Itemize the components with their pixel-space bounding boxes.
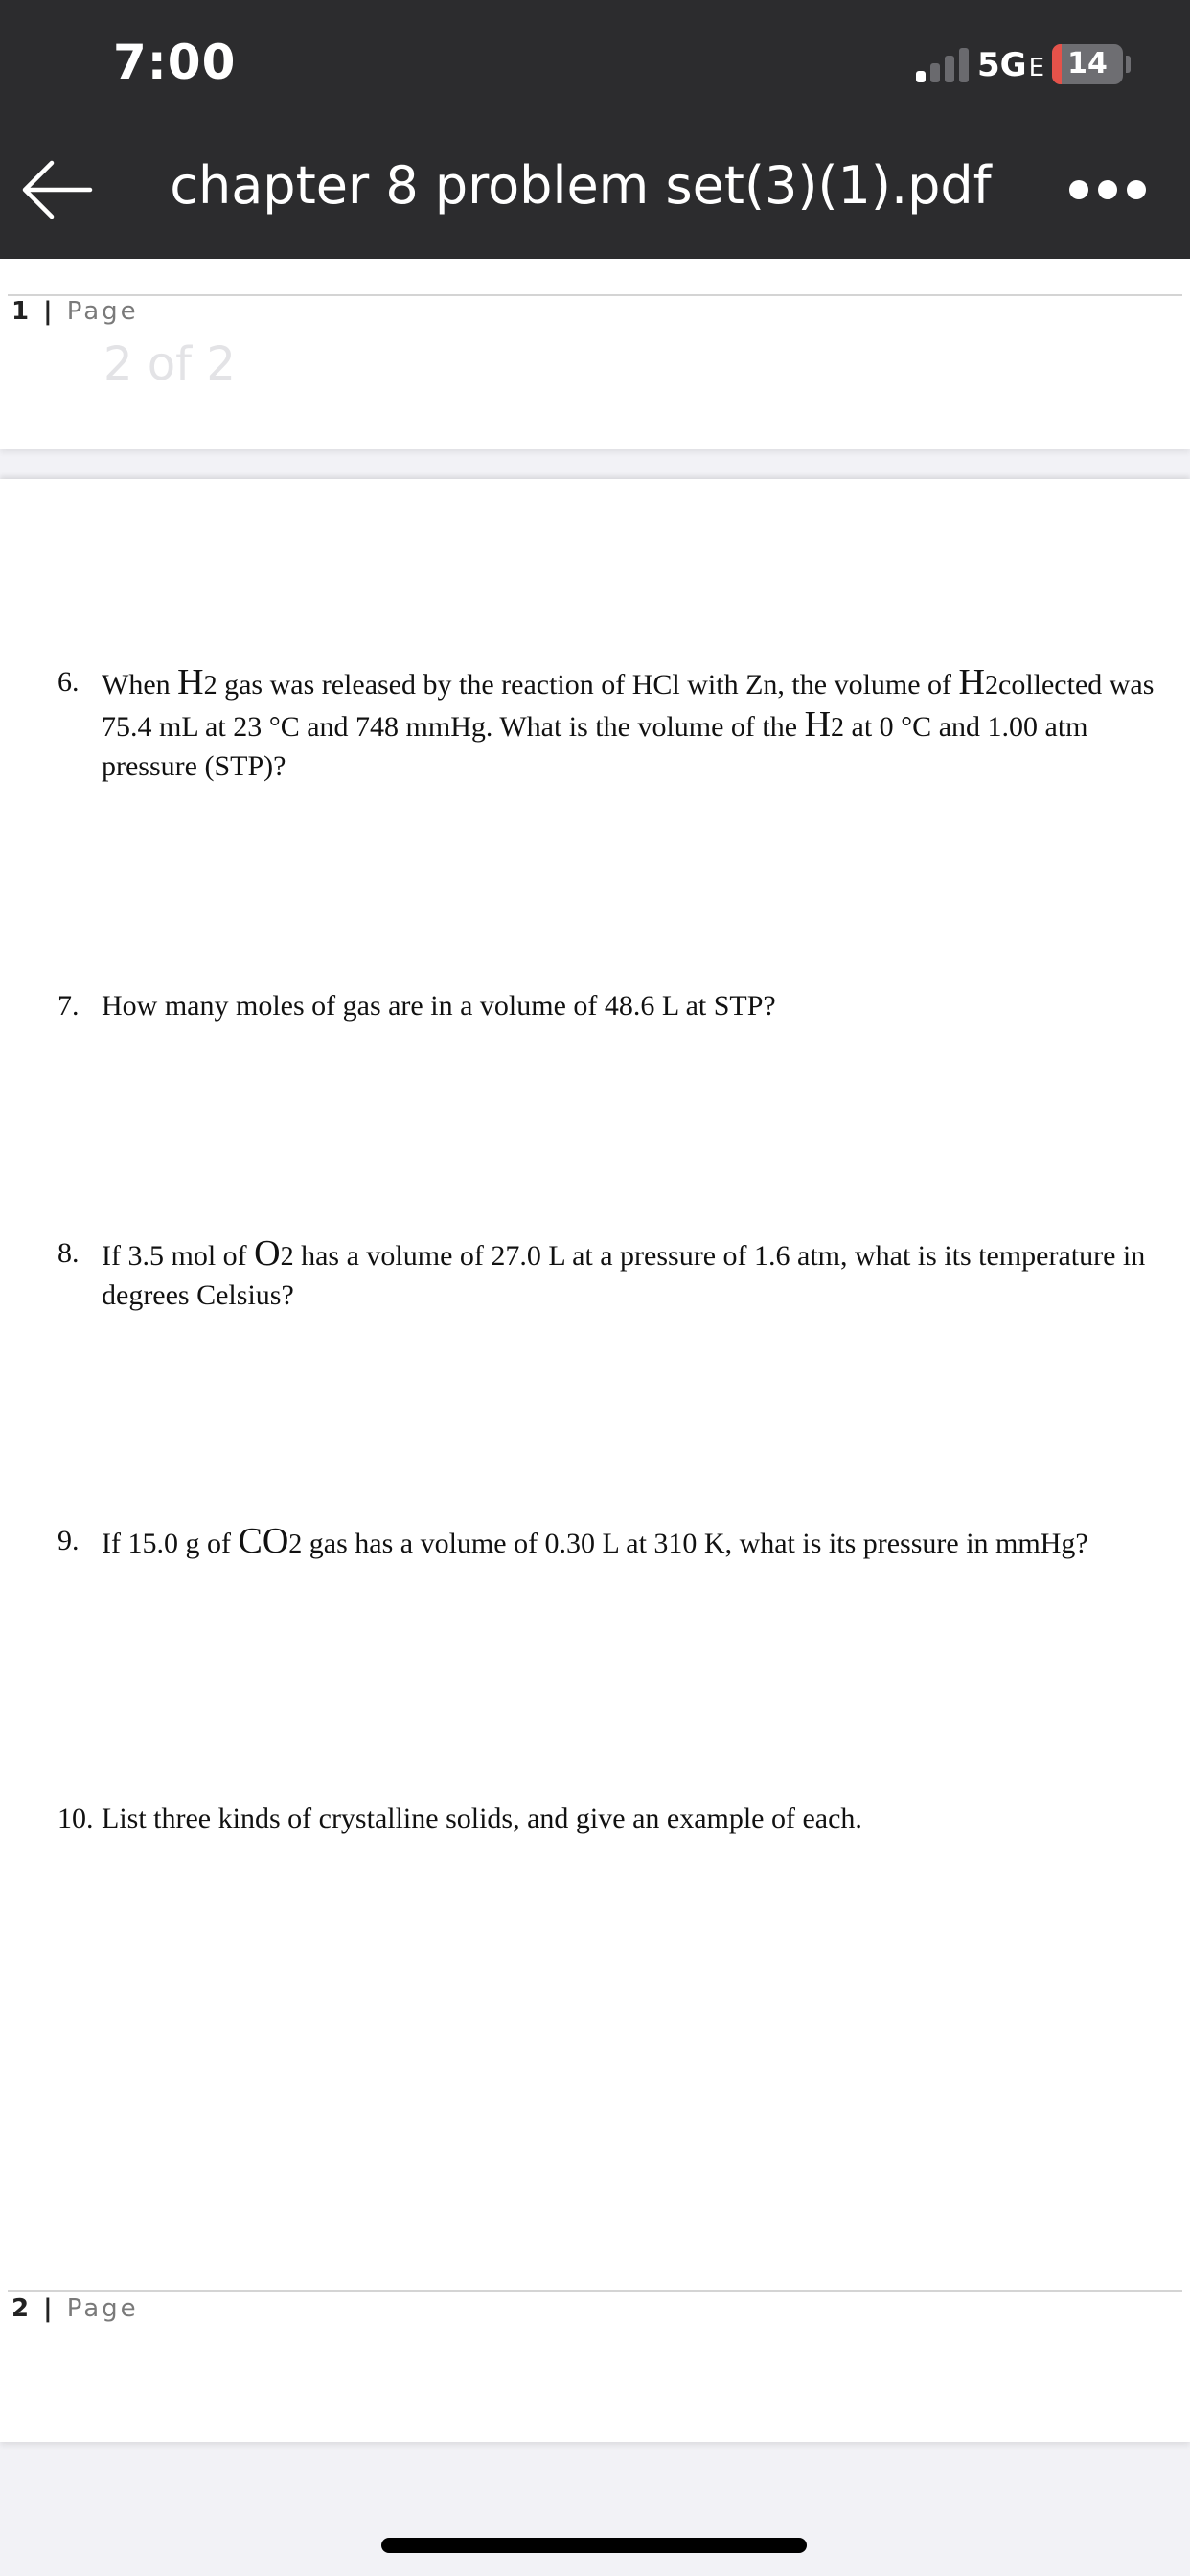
question-10 [57,1800,1159,1838]
more-dot-icon [1069,180,1088,199]
question-text: How many moles of gas are in a volume of 48.6 L at STP? [102,990,776,1022]
page-footer: 1 | Page [11,297,139,326]
pdf-page-1[interactable] [0,259,1190,448]
page-footer-number: 2 [11,2294,33,2323]
question-number: 6. [57,666,80,698]
top-bar [0,0,1190,259]
more-dot-icon [1127,180,1146,199]
more-options-button[interactable] [1069,171,1146,209]
home-indicator[interactable] [381,2538,807,2553]
status-time: 7:00 [113,34,237,90]
question-text: List three kinds of crystalline solids, and give an example of each. [102,1803,862,1834]
question-8 [57,1234,1159,1315]
network-type [977,46,1044,84]
cellular-signal-icon [916,48,972,82]
pdf-page-2[interactable] [0,479,1190,2442]
question-number: 7. [57,990,80,1022]
battery-icon [1052,44,1123,84]
document-title: chapter 8 problem set(3)(1).pdf [170,155,992,216]
page-footer-number: 1 [11,297,33,326]
footer-divider [8,294,1182,296]
page-footer-label: Page [66,297,139,326]
page-footer: 2 | Page [11,2294,139,2323]
question-9 [57,1522,1159,1564]
question-7 [57,987,1159,1025]
question-text: If 15.0 g of CO2 gas has a volume of 0.30 L at 310 K, what is its pressure in mmHg? [102,1521,1088,1561]
footer-divider [8,2290,1182,2292]
page-footer-label: Page [66,2294,139,2323]
battery-tip [1126,56,1131,73]
question-number: 8. [57,1237,80,1269]
question-number: 9. [57,1525,80,1556]
page-indicator: 2 of 2 [103,337,236,391]
battery-level: 14 [1067,47,1108,80]
network-label: 5G [977,46,1027,84]
question-text: When H2 gas was released by the reaction of HCl with Zn, the volume of H2collected was 75.4 mL at 23 °C and 748 mmHg. What is the volume of the H2 at 0 °C and 1.00 atm pressure (STP)? [102,662,1155,782]
question-6 [57,663,1159,786]
network-suffix: E [1028,54,1045,82]
more-dot-icon [1098,180,1117,199]
question-number: 10. [57,1803,94,1834]
question-text: If 3.5 mol of O2 has a volume of 27.0 L at a pressure of 1.6 atm, what is its temperature in degrees Celsius? [102,1233,1146,1311]
